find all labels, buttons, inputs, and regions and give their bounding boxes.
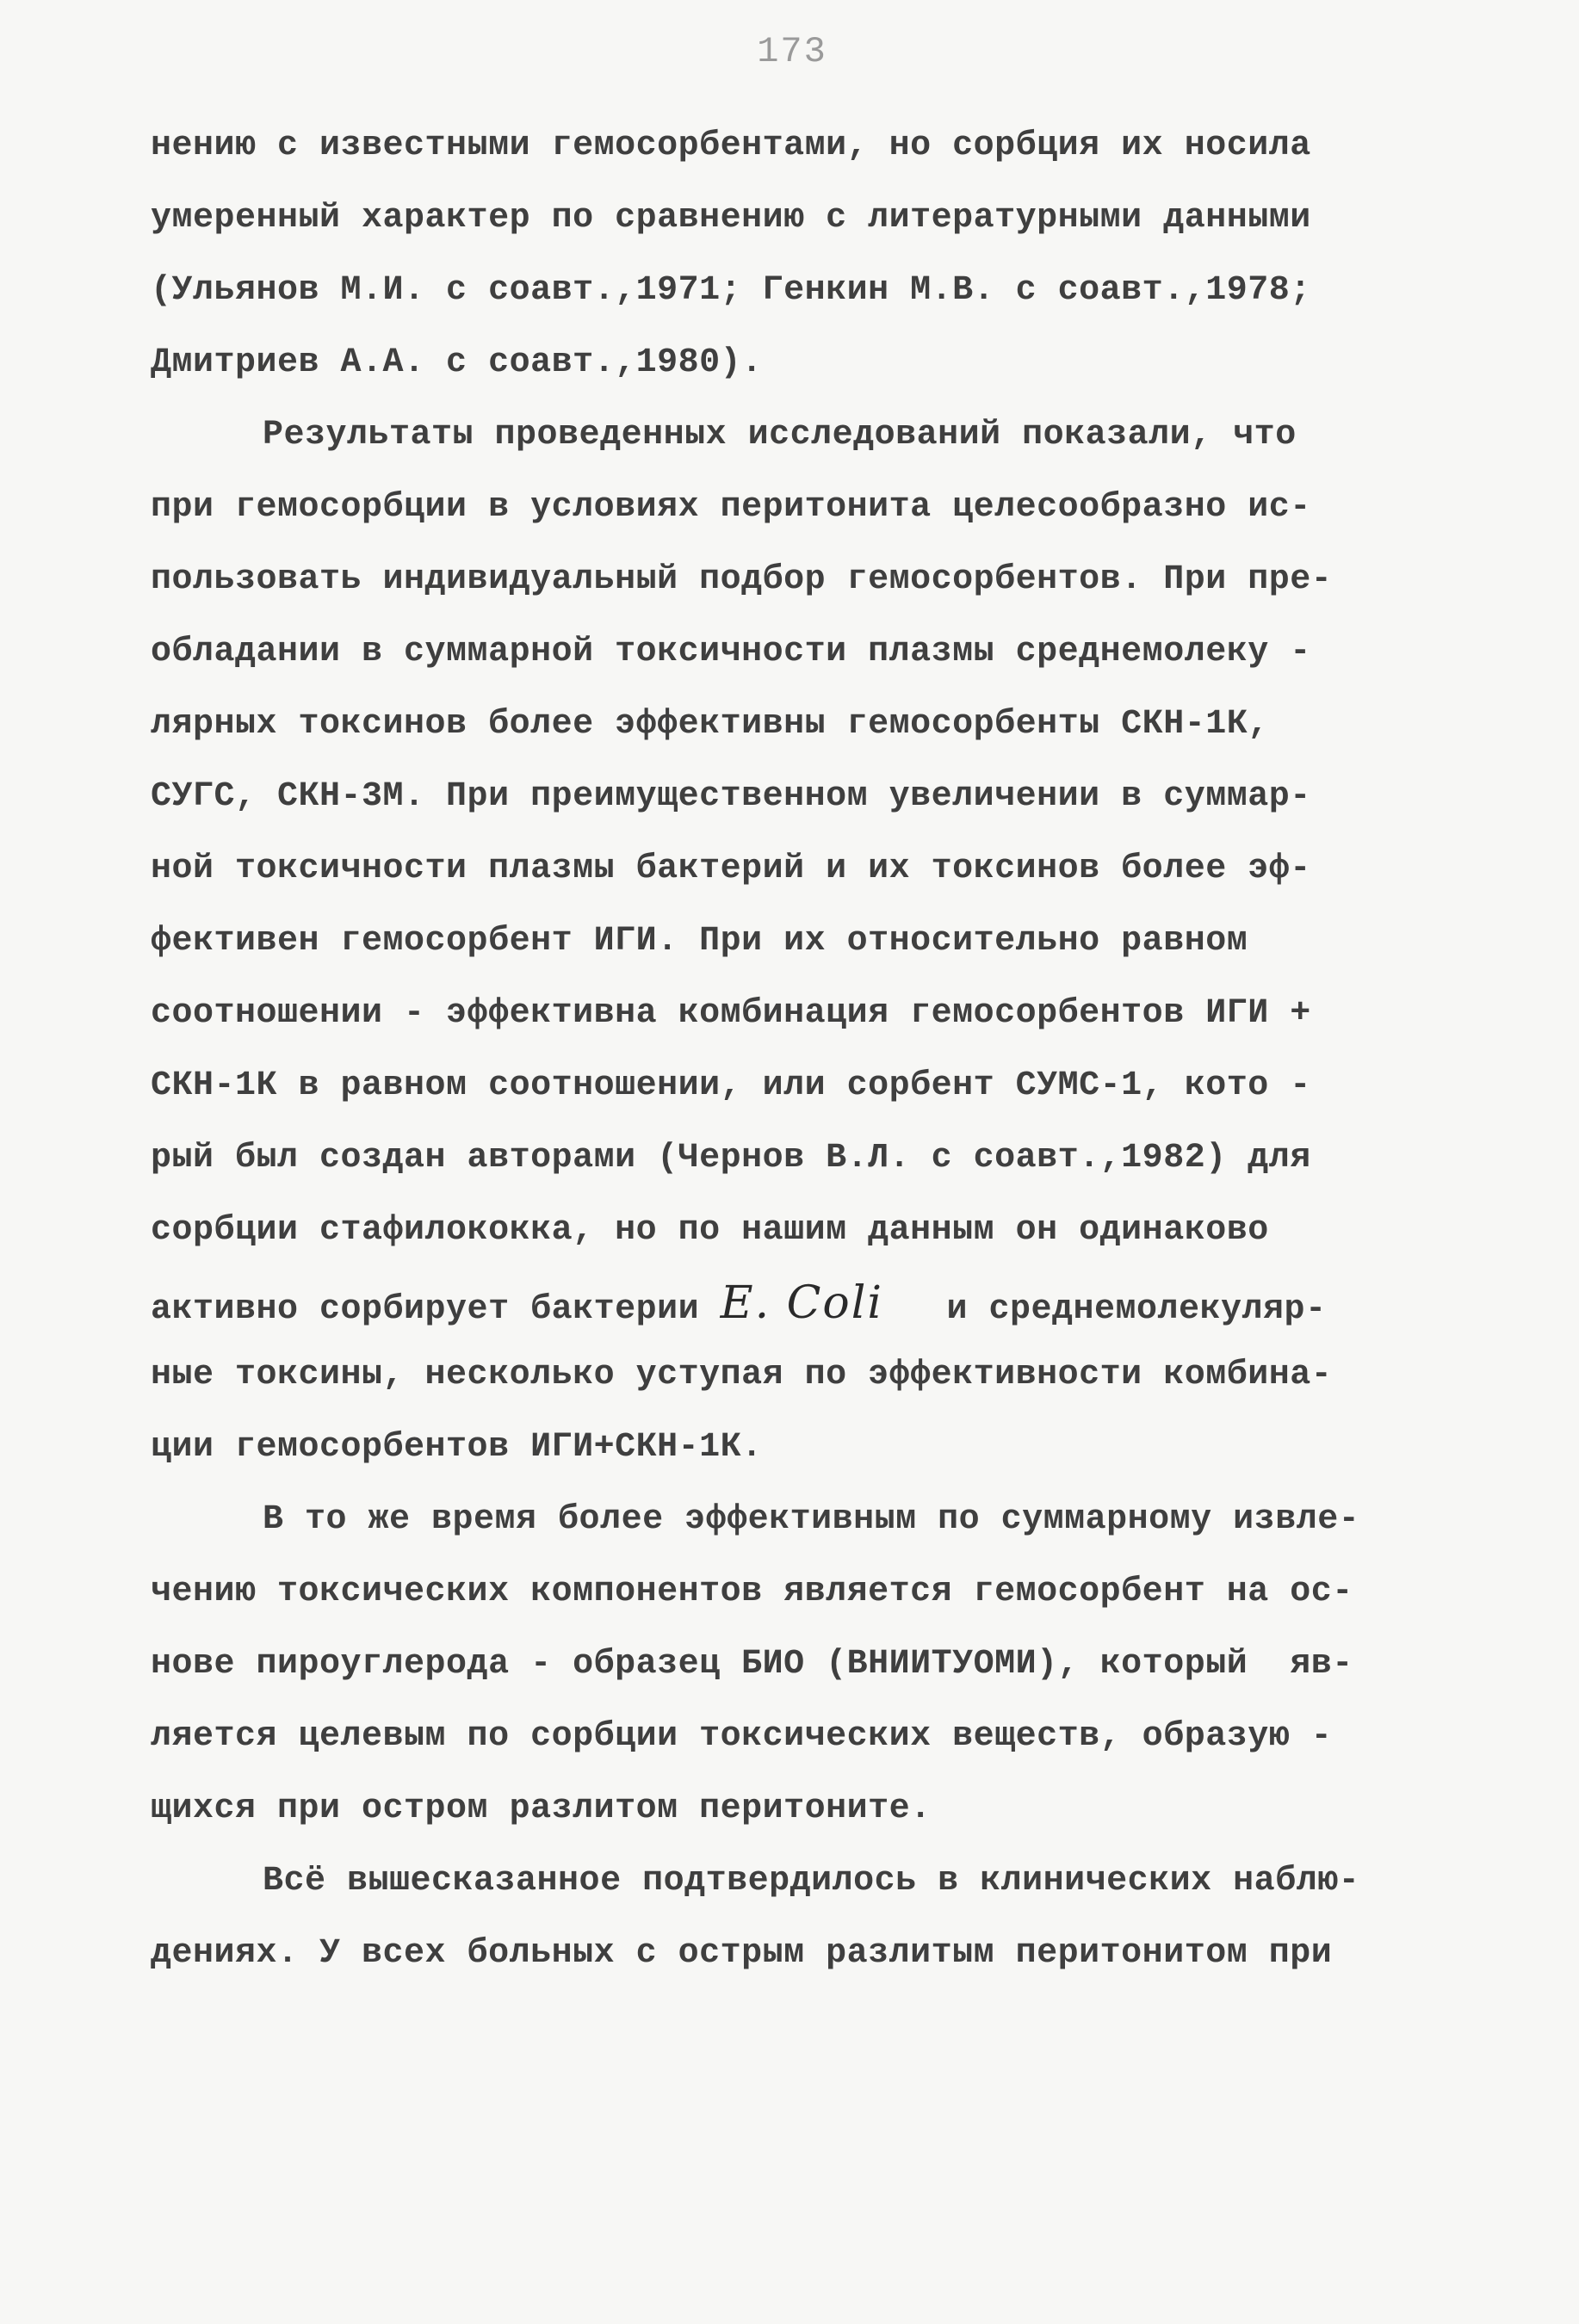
page-number: 173	[757, 31, 827, 72]
text-line: рый был создан авторами (Чернов В.Л. с соавт.,1982) для	[151, 1139, 1311, 1177]
body-text	[151, 110, 1433, 1990]
text-line: В то же время более эффективным по суммарному извле-	[263, 1500, 1360, 1539]
text-line: СУГС, СКН-3М. При преимущественном увеличении в суммар-	[151, 777, 1311, 816]
text-line: сорбции стафилококка, но по нашим данным он одинаково	[151, 1211, 1269, 1250]
text-line: Всё вышесказанное подтвердилось в клинических наблю-	[263, 1862, 1360, 1901]
paragraph	[151, 1484, 1433, 1845]
text-line: пользовать индивидуальный подбор гемосорбентов. При пре-	[151, 560, 1333, 599]
text-line: умеренный характер по сравнению с литературными данными	[151, 199, 1311, 238]
text-line: СКН-1К в равном соотношении, или сорбент СУМС-1, кото -	[151, 1066, 1311, 1105]
text-line: соотношении - эффективна комбинация гемосорбентов ИГИ +	[151, 994, 1311, 1033]
paragraph	[151, 1845, 1433, 1990]
text-line: лярных токсинов более эффективны гемосорбенты СКН-1К,	[151, 705, 1269, 744]
handwritten-annotation: E. Coli	[720, 1277, 883, 1329]
text-line: ляется целевым по сорбции токсических веществ, образую -	[151, 1717, 1333, 1756]
text-line: нове пироуглерода - образец БИО (ВНИИТУОМИ), который яв-	[151, 1645, 1353, 1684]
paragraph	[151, 399, 1433, 1484]
text-line: обладании в суммарной токсичности плазмы среднемолеку -	[151, 633, 1311, 671]
text-line: ции гемосорбентов ИГИ+СКН-1К.	[151, 1428, 763, 1467]
text-line: ной токсичности плазмы бактерий и их токсинов более эф-	[151, 850, 1311, 888]
text-line: ные токсины, несколько уступая по эффективности комбина-	[151, 1356, 1333, 1394]
text-line-with-handwriting	[151, 1267, 1433, 1339]
text-line: при гемосорбции в условиях перитонита целесообразно ис-	[151, 488, 1311, 527]
text-segment: и среднемолекуляр-	[882, 1290, 1327, 1329]
text-line: щихся при остром разлитом перитоните.	[151, 1789, 932, 1828]
text-line: нению с известными гемосорбентами, но сорбция их носила	[151, 127, 1311, 165]
text-line: Дмитриев А.А. с соавт.,1980).	[151, 343, 763, 382]
text-line: Результаты проведенных исследований показали, что	[263, 416, 1297, 454]
text-line: чению токсических компонентов является гемосорбент на ос-	[151, 1573, 1353, 1611]
text-line: (Ульянов М.И. с соавт.,1971; Генкин М.В. с соавт.,1978;	[151, 271, 1311, 310]
text-line: фективен гемосорбент ИГИ. При их относительно равном	[151, 922, 1248, 961]
text-segment: активно сорбирует бактерии	[151, 1290, 721, 1329]
text-line: дениях. У всех больных с острым разлитым перитонитом при	[151, 1934, 1333, 1973]
paragraph	[151, 110, 1433, 399]
